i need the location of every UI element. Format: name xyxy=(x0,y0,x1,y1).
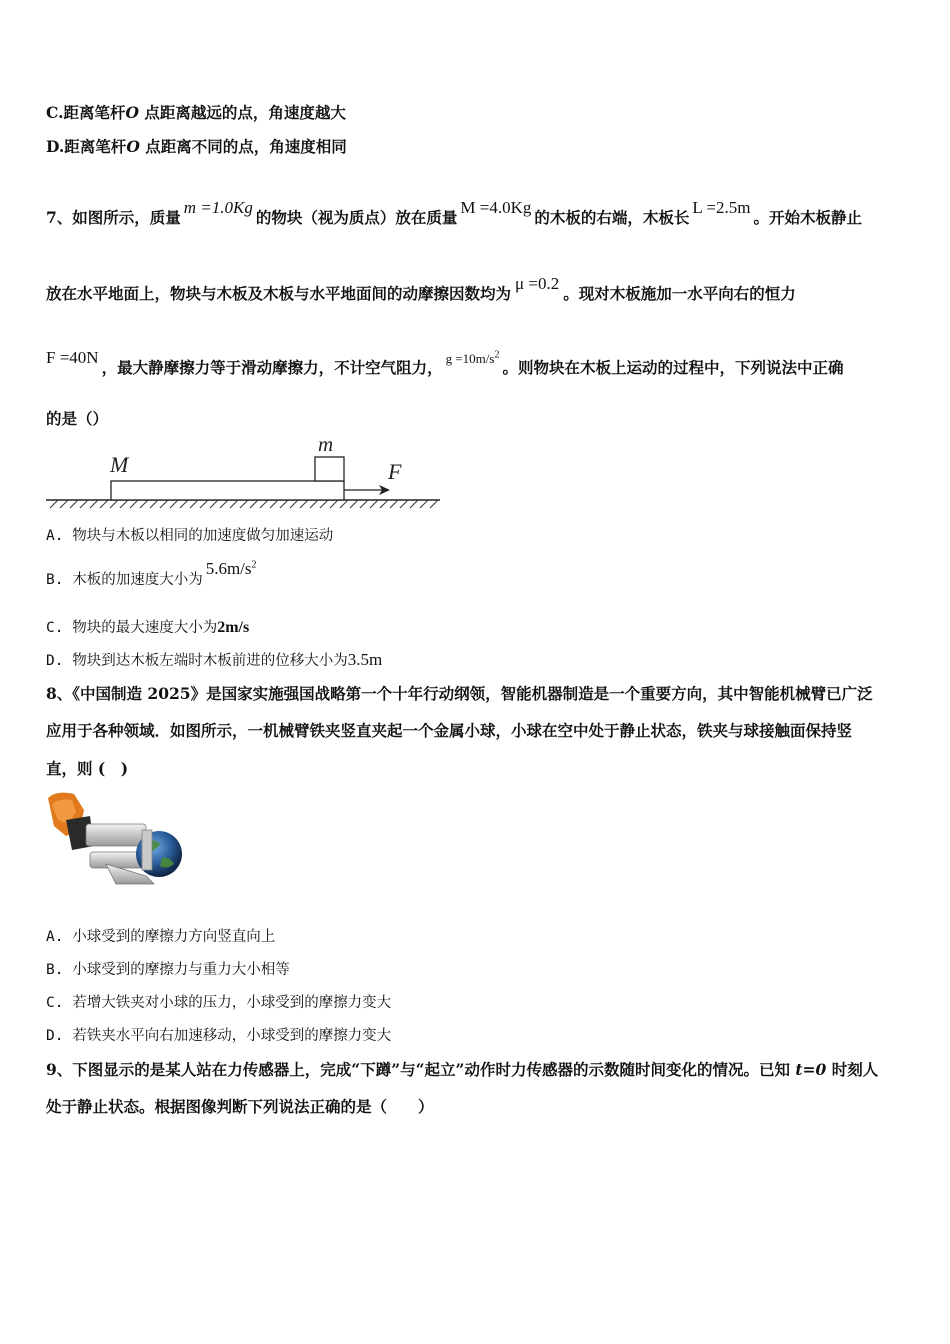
q7-option-d: D. 物块到达木板左端时木板前进的位移大小为3.5m xyxy=(46,650,383,669)
label-m: m xyxy=(318,432,334,456)
clamp-bottom xyxy=(90,852,142,868)
q8-line-2: 应用于各种领域．如图所示，一机械臂铁夹竖直夹起一个金属小球，小球在空中处于静止状态，铁夹与球接触面保持竖 xyxy=(46,721,853,740)
q8-option-a: A. 小球受到的摩擦力方向竖直向上 xyxy=(46,929,276,945)
label-F: F xyxy=(388,459,402,484)
ground-hatching xyxy=(50,500,438,508)
q7-option-a: A. 物块与木板以相同的加速度做匀加速运动 xyxy=(46,528,334,544)
label-M: M xyxy=(110,452,129,477)
q8-option-c: C. 若增大铁夹对小球的压力，小球受到的摩擦力变大 xyxy=(46,995,392,1011)
board-M xyxy=(111,481,344,500)
clamp-top xyxy=(86,824,146,846)
q7-line-3: F =40N，最大静摩擦力等于滑动摩擦力，不计空气阻力， $^{g =10m/s^2}$。则物块在木板上运动的过程中，下列说法中正确 xyxy=(46,348,844,377)
option-c-prev: C.距离笔杆O 点距离越远的点，角速度越大 xyxy=(46,103,346,122)
q7-gravity: g =10m/s2 xyxy=(445,349,500,366)
clamp-pad xyxy=(142,830,152,870)
q7-line-1: 7、如图所示，质量m =1.0Kg的物块（视为质点）放在质量M =4.0Kg的木板的右端，木板长L =2.5m。开始木板静止 xyxy=(46,198,862,227)
q7-option-c: C. 物块的最大速度大小为2m/s xyxy=(46,619,250,636)
q7-option-b: B. 木板的加速度大小为$5.6m/s^2$ xyxy=(46,559,257,588)
q9-line-1: 9、下图显示的是某人站在力传感器上，完成“下蹲”与“起立”动作时力传感器的示数随时间变化的情况。已知 t=0 时刻人 xyxy=(46,1060,879,1079)
q7-length-L: L =2.5m xyxy=(692,198,751,217)
q7-force: F =40N xyxy=(46,348,99,367)
q7-line-4: 的是（） xyxy=(46,409,109,428)
q7-mu: μ =0.2 xyxy=(515,274,560,293)
q9-line-2: 处于静止状态。根据图像判断下列说法正确的是（ ） xyxy=(46,1097,434,1116)
q7-board-figure xyxy=(44,430,444,512)
option-d-prev: D.距离笔杆O 点距离不同的点，角速度相同 xyxy=(46,137,347,156)
q7-mass-M: M =4.0Kg xyxy=(460,198,532,217)
q8-line-3: 直，则 ( ) xyxy=(46,759,129,778)
q8-option-d: D. 若铁夹水平向右加速移动，小球受到的摩擦力变大 xyxy=(46,1028,392,1044)
robot-arm-image xyxy=(46,790,186,892)
q7-mass-m: m =1.0Kg xyxy=(183,198,253,217)
q8-line-1: 8、《中国制造 2025》是国家实施强国战略第一个十年行动纲领，智能机器制造是一个重要方向，其中智能机械臂已广泛 xyxy=(46,684,873,703)
block-m xyxy=(315,457,344,481)
q7-line-2: 放在水平地面上，物块与木板及木板与水平地面间的动摩擦因数均为μ =0.2。现对木板施加一水平向右的恒力 xyxy=(46,274,796,303)
q8-option-b: B. 小球受到的摩擦力与重力大小相等 xyxy=(46,962,290,978)
